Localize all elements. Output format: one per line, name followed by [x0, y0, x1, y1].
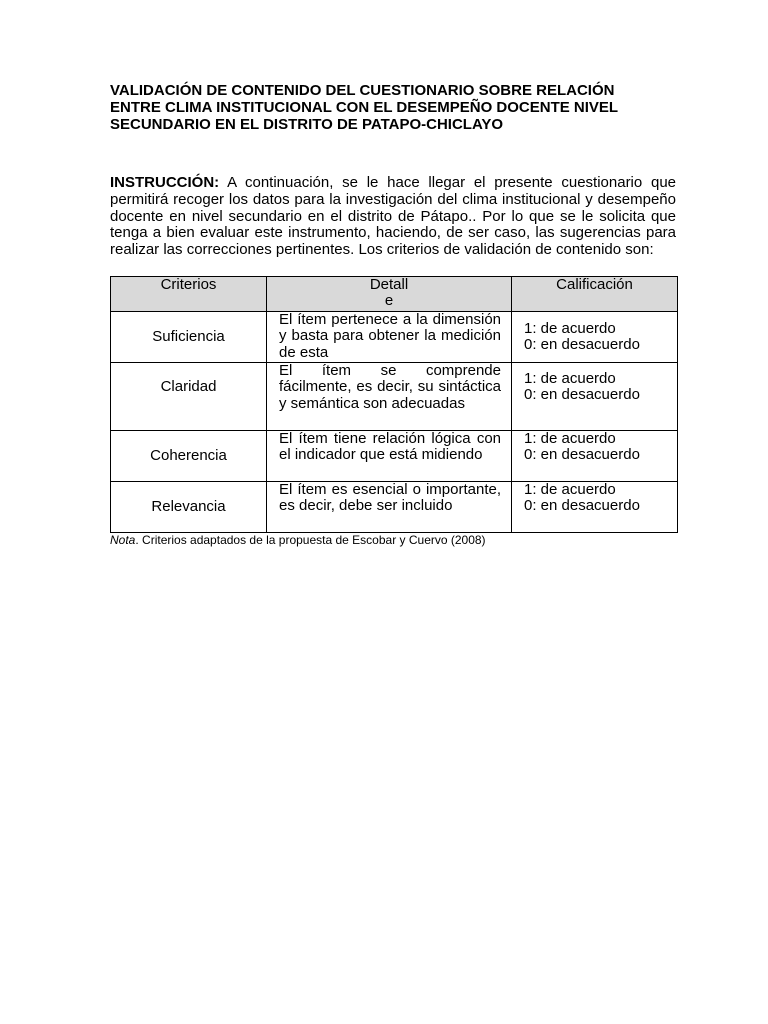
table-row [111, 311, 678, 362]
table-header-row [111, 276, 678, 311]
rating-cell [512, 362, 678, 430]
instruction-label: INSTRUCCIÓN: [110, 174, 220, 191]
table-note [110, 533, 677, 547]
criterion-cell [111, 362, 267, 430]
criterion-relevancia: Relevancia [151, 497, 226, 515]
detail-cell: El ítem tiene relación lógica con el indicador que está midiendo [267, 430, 512, 481]
instruction-paragraph [110, 175, 676, 259]
table-row [111, 430, 678, 481]
note-label: Nota [110, 532, 136, 547]
table-row [111, 362, 678, 430]
criterion-claridad: Claridad [160, 377, 217, 395]
detail-cell: El ítem se comprende fácilmente, es decir, su sintáctica y semántica son adecuadas [267, 362, 512, 430]
criterion-cell [111, 430, 267, 481]
rating-disagree: 0: en desacuerdo [524, 386, 640, 404]
criterion-coherencia: Coherencia [150, 446, 227, 464]
rating-cell [512, 311, 678, 362]
criterion-cell [111, 311, 267, 362]
rating-disagree: 0: en desacuerdo [524, 446, 640, 464]
document-title: VALIDACIÓN DE CONTENIDO DEL CUESTIONARIO SOBRE RELACIÓN ENTRE CLIMA INSTITUCIONAL CON EL DESEMPEÑO DOCENTE NIVEL SECUNDARIO EN EL DISTRITO DE PATAPO-CHICLAYO [110, 82, 618, 133]
criterion-suficiencia: Suficiencia [152, 327, 225, 345]
instruction-text: A continuación, se le hace llegar el presente cuestionario que permitirá recoger los datos para la investigación del clima institucional y desempeño docente en nivel secundario en el distrito de Pátapo.. Por lo que se le solicita que tenga a bien evaluar este instrumento, haciendo, de ser caso, las sugerencias para realizar las correcciones pertinentes. Los criterios de validación de contenido son: [110, 174, 676, 259]
header-criteria: Criterios [111, 276, 267, 311]
rating-disagree: 0: en desacuerdo [524, 336, 640, 354]
validation-criteria-table [110, 276, 678, 533]
rating-agree: 1: de acuerdo [524, 319, 616, 337]
rating-disagree: 0: en desacuerdo [524, 497, 640, 515]
detail-cell: El ítem pertenece a la dimensión y basta para obtener la medición de esta [267, 311, 512, 362]
rating-cell [512, 430, 678, 481]
header-detail: Detalle [267, 276, 512, 311]
note-text: . Criterios adaptados de la propuesta de Escobar y Cuervo (2008) [135, 532, 486, 547]
rating-cell [512, 481, 678, 532]
criterion-cell [111, 481, 267, 532]
header-rating: Calificación [512, 276, 678, 311]
table-row [111, 481, 678, 532]
rating-agree: 1: de acuerdo [524, 429, 616, 447]
detail-cell: El ítem es esencial o importante, es decir, debe ser incluido [267, 481, 512, 532]
document-page [110, 82, 677, 547]
rating-agree: 1: de acuerdo [524, 480, 616, 498]
rating-agree: 1: de acuerdo [524, 369, 616, 387]
